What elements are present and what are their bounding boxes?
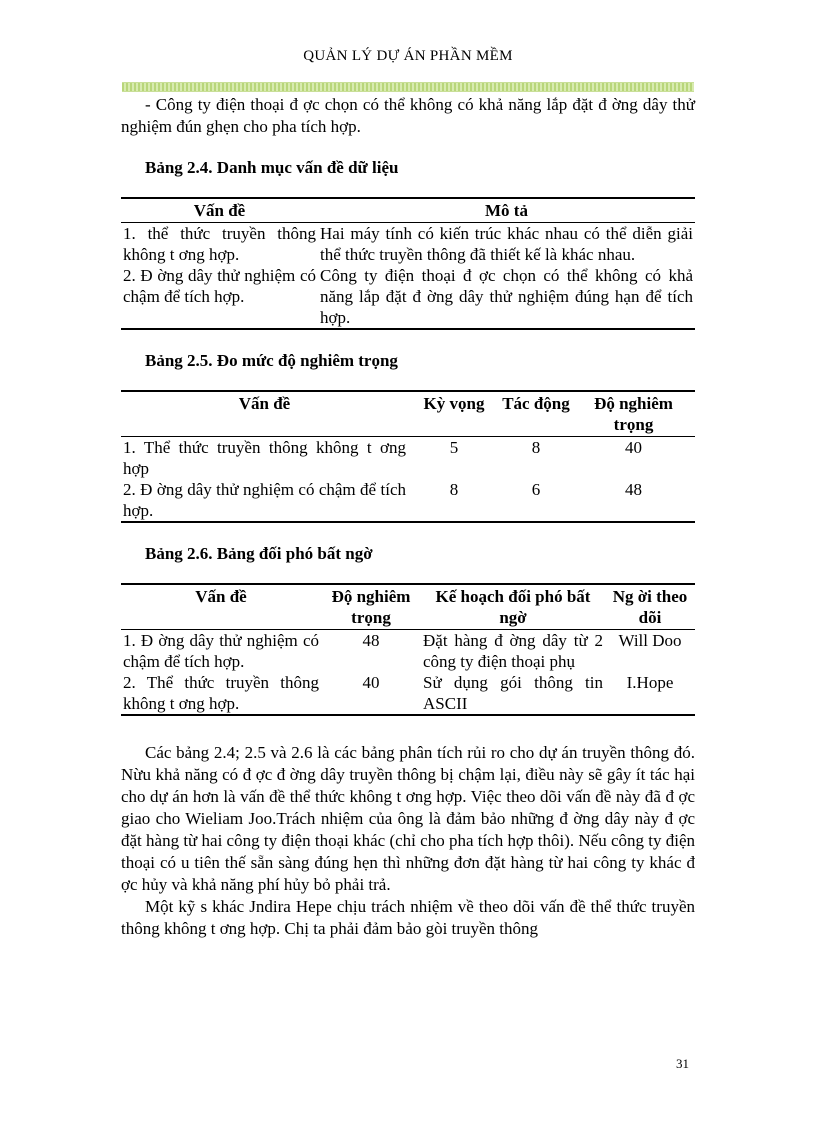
table-2-5-caption: Bảng 2.5. Đo mức độ nghiêm trọng xyxy=(145,351,398,370)
page-number: 31 xyxy=(676,1056,689,1071)
table-cell: Sử dụng gói thông tin ASCII xyxy=(423,673,603,713)
table-cell: 2. Đ ờng dây thử nghiệm có chậm để tích hợp. xyxy=(123,480,406,520)
column-header: Kế hoạch đối phó bất ngờ xyxy=(421,584,605,630)
table-cell: 2. Đ ờng dây thử nghiệm có chậm để tích hợp. xyxy=(123,266,316,306)
table-cell: 48 xyxy=(625,480,642,499)
table-cell: 1. Đ ờng dây thử nghiệm có chậm để tích hợp. xyxy=(123,631,319,671)
column-header: Độ nghiêm trọng xyxy=(321,584,421,630)
intro-paragraph: - Công ty điện thoại đ ợc chọn có thể không có khả năng lắp đặt đ ờng dây thử nghiệm đún ghẹn cho pha tích hợp. xyxy=(121,95,695,136)
table-2-4 xyxy=(121,197,695,330)
table-row xyxy=(121,672,695,715)
table-cell: 2. Thể thức truyền thông không t ơng hợp. xyxy=(123,673,319,713)
table-cell: 8 xyxy=(449,480,459,499)
table-header-row xyxy=(121,584,695,630)
body-paragraph: Các bảng 2.4; 2.5 và 2.6 là các bảng phân tích rủi ro cho dự án truyền thông đó. Nừu khả năng có đ ợc đ ờng dây truyền thông bị chậm lại, điều này sẽ gây ít tác hại cho dự án hơn là vấn đề thể thức không t ơng hợp. Việc theo dõi vấn đề này đã đ ợc giao cho Wieliam Joo.Trách nhiệm của ông là đảm bảo những đ ờng dây này đ ợc đặt hàng từ hai công ty điện thoại khác (chỉ cho pha tích hợp thôi). Nếu công ty điện thoại có u tiên thế sẵn sàng đúng hẹn thì những đơn đặt hàng từ hai công ty khác đ ợc hủy và khả năng phí hủy bỏ phải trả. xyxy=(121,743,695,894)
table-cell: Công ty điện thoại đ ợc chọn có thể không có khả năng lắp đặt đ ờng dây thử nghiệm đúng hạn để tích hợp. xyxy=(320,266,693,327)
table-cell: 1. Thể thức truyền thông không t ơng hợp xyxy=(123,438,406,478)
column-header: Vấn đề xyxy=(121,584,321,630)
header-rule xyxy=(122,82,694,92)
table-2-5 xyxy=(121,390,695,523)
table-cell: 5 xyxy=(449,438,459,457)
table-cell: 48 xyxy=(362,631,380,650)
column-header: Kỳ vọng xyxy=(408,391,500,437)
table-cell: 40 xyxy=(362,673,380,692)
table-row xyxy=(121,223,695,266)
table-cell: 40 xyxy=(625,438,642,457)
table-cell: 8 xyxy=(531,438,541,457)
table-row xyxy=(121,437,695,480)
table-cell: 6 xyxy=(531,480,541,499)
table-cell: Đặt hàng đ ờng dây từ 2 công ty điện thoại phụ xyxy=(423,631,603,671)
table-row xyxy=(121,630,695,673)
column-header: Vấn đề xyxy=(121,198,318,223)
column-header: Ng ời theo dõi xyxy=(605,584,695,630)
column-header: Tác động xyxy=(500,391,572,437)
table-header-row xyxy=(121,391,695,437)
table-header-row xyxy=(121,198,695,223)
table-row xyxy=(121,265,695,329)
table-row xyxy=(121,479,695,522)
table-2-6-caption: Bảng 2.6. Bảng đối phó bất ngờ xyxy=(145,544,373,563)
table-2-4-caption: Bảng 2.4. Danh mục vấn đề dữ liệu xyxy=(145,158,399,177)
column-header: Vấn đề xyxy=(121,391,408,437)
column-header: Mô tả xyxy=(318,198,695,223)
page-content xyxy=(121,94,695,940)
body-paragraph: Một kỹ s khác Jndira Hepe chịu trách nhiệm về theo dõi vấn đề thể thức truyền thông không t ơng hợp. Chị ta phải đảm bảo gòi truyền thông xyxy=(121,897,695,938)
page-header: QUẢN LÝ DỰ ÁN PHẦN MỀM xyxy=(303,48,513,64)
column-header: Độ nghiêm trọng xyxy=(572,391,695,437)
table-cell: 1. thể thức truyền thông không t ơng hợp. xyxy=(123,224,316,264)
table-cell: Hai máy tính có kiến trúc khác nhau có thể diễn giải thể thức truyền thông đã thiết kế là khác nhau. xyxy=(320,224,693,264)
table-cell: I.Hope xyxy=(626,673,674,692)
table-2-6 xyxy=(121,583,695,716)
table-cell: Will Doo xyxy=(618,631,682,650)
